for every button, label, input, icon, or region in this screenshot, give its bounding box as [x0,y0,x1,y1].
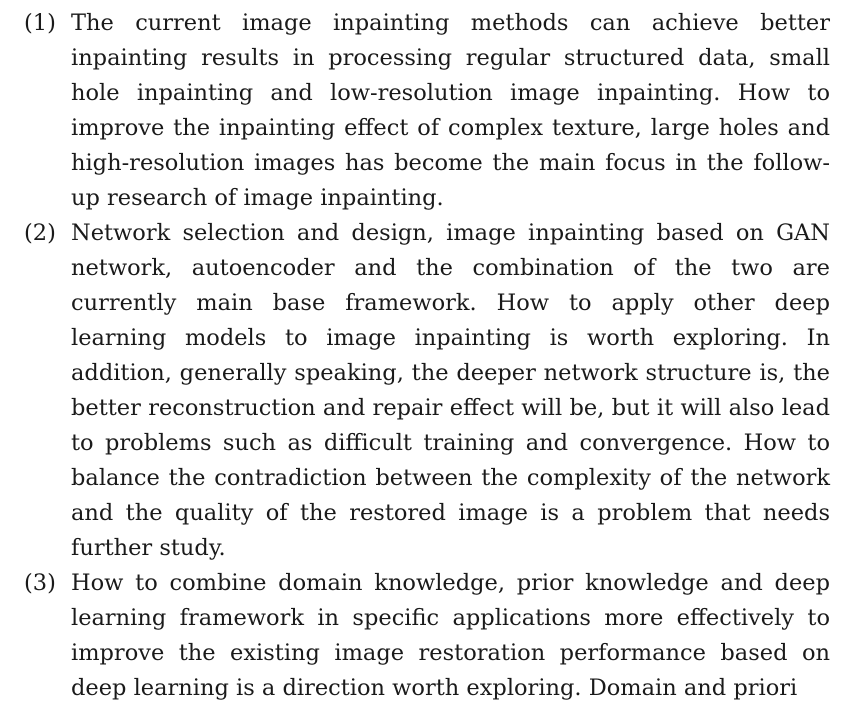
list-item-number: (3) [24,570,56,596]
list-item-number: (1) [24,10,56,36]
list-item-text: How to combine domain knowledge, prior knowledge and deep learning framework in specific applications more effectively to improve the existing image restoration performance based on deep learning is a direction worth exploring. Domain and priori [71,570,830,701]
list-item-2 [24,216,830,566]
list-item-number: (2) [24,220,56,246]
list-item-text: Network selection and design, image inpainting based on GAN network, autoencoder and the combination of the two are currently main base framework. How to apply other deep learning models to image inpainting is worth exploring. In addition, generally speaking, the deeper network structure is, the better reconstruction and repair effect will be, but it will also lead to problems such as difficult training and convergence. How to balance the contradiction between the complexity of the network and the quality of the restored image is a problem that needs further study. [71,220,830,561]
document-body [24,6,830,706]
list-item-3 [24,566,830,706]
list-item-text: The current image inpainting methods can achieve better inpainting results in processing regular structured data, small hole inpainting and low-resolution image inpainting. How to improve the inpainting effect of complex texture, large holes and high-resolution images has become the main focus in the follow-up research of image inpainting. [71,10,830,211]
list-item-1 [24,6,830,216]
